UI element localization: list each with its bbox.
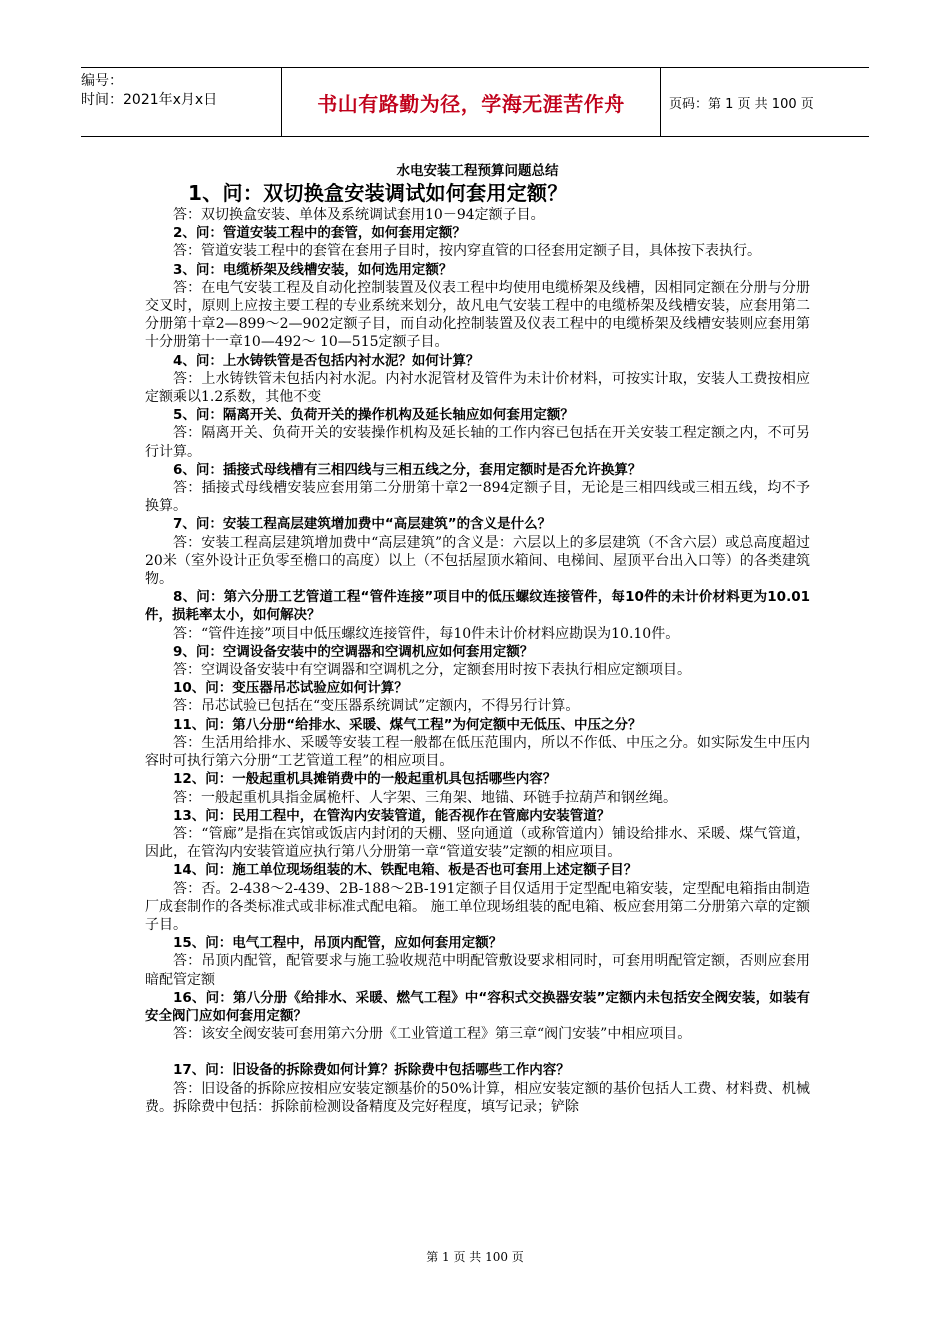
document-time-label: 时间：2021年x月x日	[81, 92, 218, 108]
question-paragraph: 7、问：安装工程高层建筑增加费中“高层建筑”的含义是什么？	[173, 516, 552, 533]
answer-paragraph: 答：“管廊”是指在宾馆或饭店内封闭的天棚、竖向通道（或称管道内）铺设给排水、采暖、煤气管道，因此，在管沟内安装管道应执行第八分册第一章“管道安装”定额的相应项目。	[145, 825, 810, 861]
question-paragraph: 5、问：隔离开关、负荷开关的操作机构及延长轴应如何套用定额？	[173, 407, 574, 424]
answer-paragraph: 答：管道安装工程中的套管在套用子目时，按内穿直管的口径套用定额子目，具体按下表执行。	[173, 243, 761, 260]
answer-paragraph: 答：该安全阀安装可套用第六分册《工业管道工程》第三章“阀门安装”中相应项目。	[173, 1026, 692, 1043]
question-paragraph: 3、问：电缆桥架及线槽安装，如何选用定额？	[173, 261, 453, 278]
question-paragraph: 2、问：管道安装工程中的套管，如何套用定额？	[173, 225, 466, 242]
answer-paragraph: 答：空调设备安装中有空调器和空调机之分，定额套用时按下表执行相应定额项目。	[173, 662, 691, 679]
header-motto-cell	[282, 68, 661, 136]
answer-paragraph: 答：在电气安装工程及自动化控制装置及仪表工程中均使用电缆桥架及线槽，因相同定额在分册与分册交叉时，原则上应按主要工程的专业系统来划分，故凡电气安装工程中的电缆桥架及线槽安装，应套用第二分册第十章2—899～2—902定额子目，而自动化控制装置及仪表工程中的电缆桥架及线槽安装则应套用第十分册第十一章10—492～ 10—515定额子目。	[145, 279, 810, 351]
document-number-label: 编号：	[81, 73, 123, 89]
answer-paragraph: 答：双切换盒安装、单体及系统调试套用10－94定额子目。	[173, 207, 545, 223]
document-body	[145, 160, 810, 1116]
question-paragraph: 4、问：上水铸铁管是否包括内衬水泥？如何计算？	[173, 352, 480, 369]
page-header	[81, 67, 869, 137]
answer-paragraph: 答：吊芯试验已包括在“变压器系统调试”定额内，不得另行计算。	[173, 698, 580, 715]
question-paragraph: 9、问：空调设备安装中的空调器和空调机应如何套用定额？	[173, 643, 534, 660]
question-paragraph: 8、问：第六分册工艺管道工程“管件连接”项目中的低压螺纹连接管件，每10件的未计价材料更为10.01件，损耗率太小，如何解决？	[145, 589, 810, 624]
answer-paragraph: 答：一般起重机具指金属桅杆、人字架、三角架、地锚、环链手拉葫芦和钢丝绳。	[173, 789, 677, 806]
question-paragraph: 13、问：民用工程中，在管沟内安装管道，能否视作在管廊内安装管道？	[173, 807, 611, 824]
header-meta	[81, 68, 282, 136]
document-title: 水电安装工程预算问题总结	[396, 163, 559, 179]
question-paragraph: 11、问：第八分册“给排水、采暖、煤气工程”为何定额中无低压、中压之分？	[173, 716, 642, 733]
question-paragraph: 12、问：一般起重机具摊销费中的一般起重机具包括哪些内容？	[173, 771, 557, 788]
answer-paragraph: 答：上水铸铁管未包括内衬水泥。内衬水泥管材及管件为未计价材料，可按实计取，安装人工费按相应定额乘以1.2系数，其他不变	[145, 370, 810, 406]
question-paragraph: 16、问：第八分册《给排水、采暖、燃气工程》中“容积式交换器安装”定额内未包括安全阀安装，如装有安全阀门应如何套用定额？	[145, 989, 810, 1024]
question-paragraph: 6、问：插接式母线槽有三相四线与三相五线之分，套用定额时是否允许换算？	[173, 461, 642, 478]
header-motto: 书山有路勤为径，学海无涯苦作舟	[317, 91, 625, 116]
answer-paragraph: 答：安装工程高层建筑增加费中“高层建筑”的含义是：六层以上的多层建筑（不含六层）或总高度超过20米（室外设计正负零至檐口的高度）以上（不包括屋顶水箱间、电梯间、屋顶平台出入口等）的各类建筑物。	[145, 534, 810, 588]
question-paragraph: 15、问：电气工程中，吊顶内配管，应如何套用定额？	[173, 935, 503, 952]
answer-paragraph: 答：隔离开关、负荷开关的安装操作机构及延长轴的工作内容已包括在开关安装工程定额之内，不可另行计算。	[145, 425, 810, 460]
header-page-number: 页码：第 1 页 共 100 页	[669, 96, 814, 112]
answer-paragraph: 答：吊顶内配管，配管要求与施工验收规范中明配管敷设要求相同时，可套用明配管定额，否则应套用暗配管定额	[145, 953, 810, 988]
question-1-heading: 1、问：双切换盒安装调试如何套用定额？	[188, 181, 568, 205]
question-paragraph: 10、问：变压器吊芯试验应如何计算？	[173, 680, 408, 697]
blank-line	[145, 1043, 810, 1061]
qa-list	[145, 206, 810, 1116]
answer-paragraph: 答：插接式母线槽安装应套用第二分册第十章2一894定额子目，无论是三相四线或三相五线，均不予换算。	[145, 480, 810, 515]
header-page-cell	[661, 68, 869, 136]
answer-paragraph: 答：否。2-438～2-439、2B-188～2B-191定额子目仅适用于定型配电箱安装，定型配电箱指由制造厂成套制作的各类标准式或非标准式配电箱。 施工单位现场组装的配电箱、板应套用第二分册第六章的定额子目。	[145, 880, 810, 933]
answer-paragraph: 答：“管件连接”项目中低压螺纹连接管件，每10件未计价材料应勘误为10.10件。	[173, 625, 680, 642]
answer-paragraph: 答：旧设备的拆除应按相应安装定额基价的50%计算，相应安装定额的基价包括人工费、材料费、机械费。拆除费中包括：拆除前检测设备精度及完好程度，填写记录；铲除	[145, 1080, 810, 1115]
question-paragraph: 14、问：施工单位现场组装的木、铁配电箱、板是否也可套用上述定额子目？	[173, 862, 638, 879]
question-paragraph: 17、问：旧设备的拆除费如何计算？拆除费中包括哪些工作内容？	[173, 1062, 570, 1079]
answer-paragraph: 答：生活用给排水、采暖等安装工程一般都在低压范围内，所以不作低、中压之分。如实际发生中压内容时可执行第六分册“工艺管道工程”的相应项目。	[145, 734, 810, 770]
page-footer: 第 1 页 共 100 页	[426, 1250, 524, 1264]
